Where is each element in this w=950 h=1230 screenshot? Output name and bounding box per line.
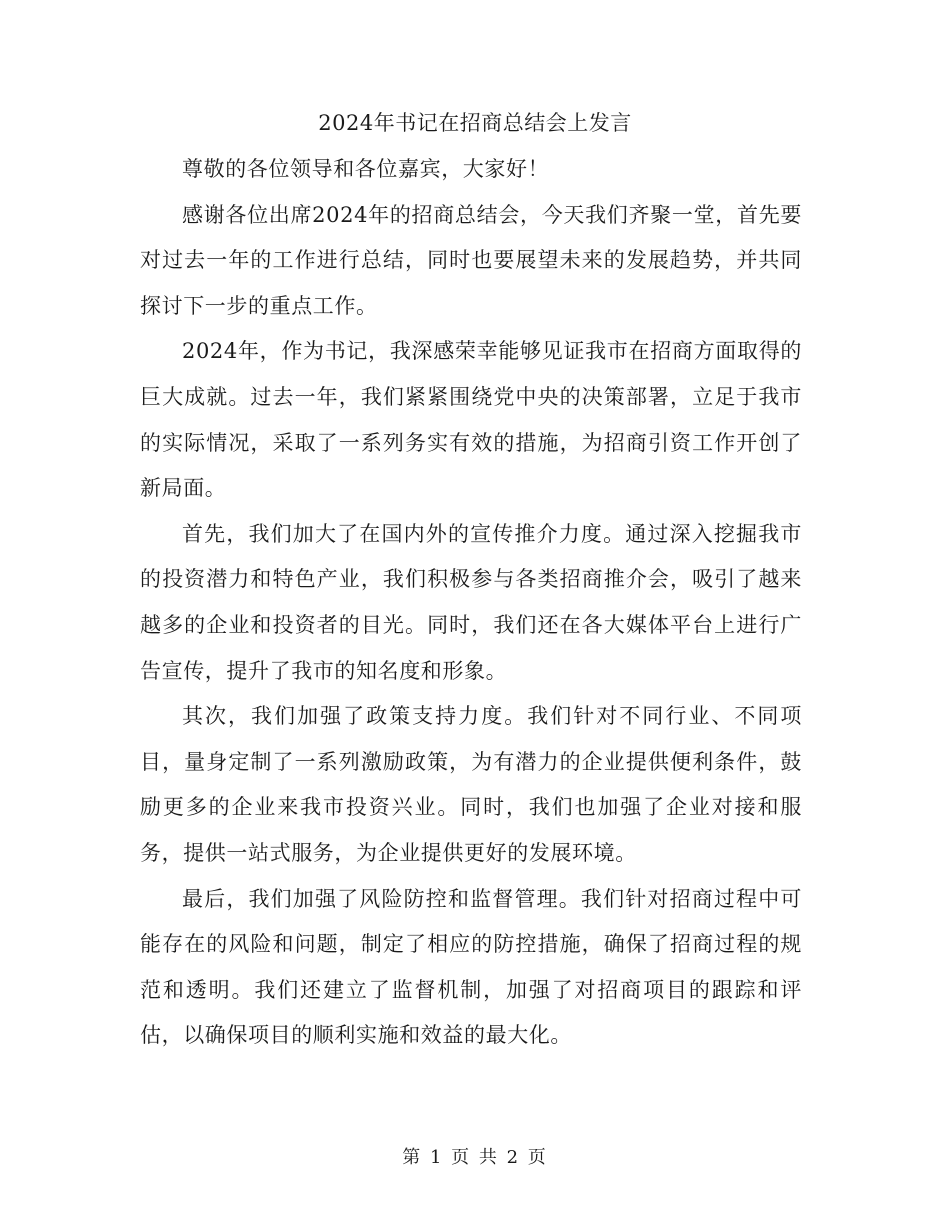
- paragraph-risk-control: 最后，我们加强了风险防控和监督管理。我们针对招商过程中可能存在的风险和问题，制定了相应的防控措施，确保了招商过程的规范和透明。我们还建立了监督机制，加强了对招商项目的跟踪和评估，以确保项目的顺利实施和效益的最大化。: [140, 886, 802, 1048]
- paragraph-thanks: 感谢各位出席2024年的招商总结会，今天我们齐聚一堂，首先要对过去一年的工作进行总结，同时也要展望未来的发展趋势，并共同探讨下一步的重点工作。: [140, 202, 802, 318]
- page-number-footer: 第 1 页 共 2 页: [402, 1147, 548, 1168]
- document-title: 2024年书记在招商总结会上发言: [318, 111, 632, 135]
- paragraph-promotion: 首先，我们加大了在国内外的宣传推介力度。通过深入挖掘我市的投资潜力和特色产业，我们积极参与各类招商推介会，吸引了越来越多的企业和投资者的目光。同时，我们还在各大媒体平台上进行广告宣传，提升了我市的知名度和形象。: [140, 521, 802, 683]
- document-body: [140, 147, 802, 1059]
- paragraph-policy: 其次，我们加强了政策支持力度。我们针对不同行业、不同项目，量身定制了一系列激励政策，为有潜力的企业提供便利条件，鼓励更多的企业来我市投资兴业。同时，我们也加强了企业对接和服务，提供一站式服务，为企业提供更好的发展环境。: [140, 704, 802, 865]
- paragraph-greeting: 尊敬的各位领导和各位嘉宾，大家好！: [182, 157, 550, 181]
- paragraph-achievements: 2024年，作为书记，我深感荣幸能够见证我市在招商方面取得的巨大成就。过去一年，我们紧紧围绕党中央的决策部署，立足于我市的实际情况，采取了一系列务实有效的措施，为招商引资工作开创了新局面。: [140, 339, 802, 501]
